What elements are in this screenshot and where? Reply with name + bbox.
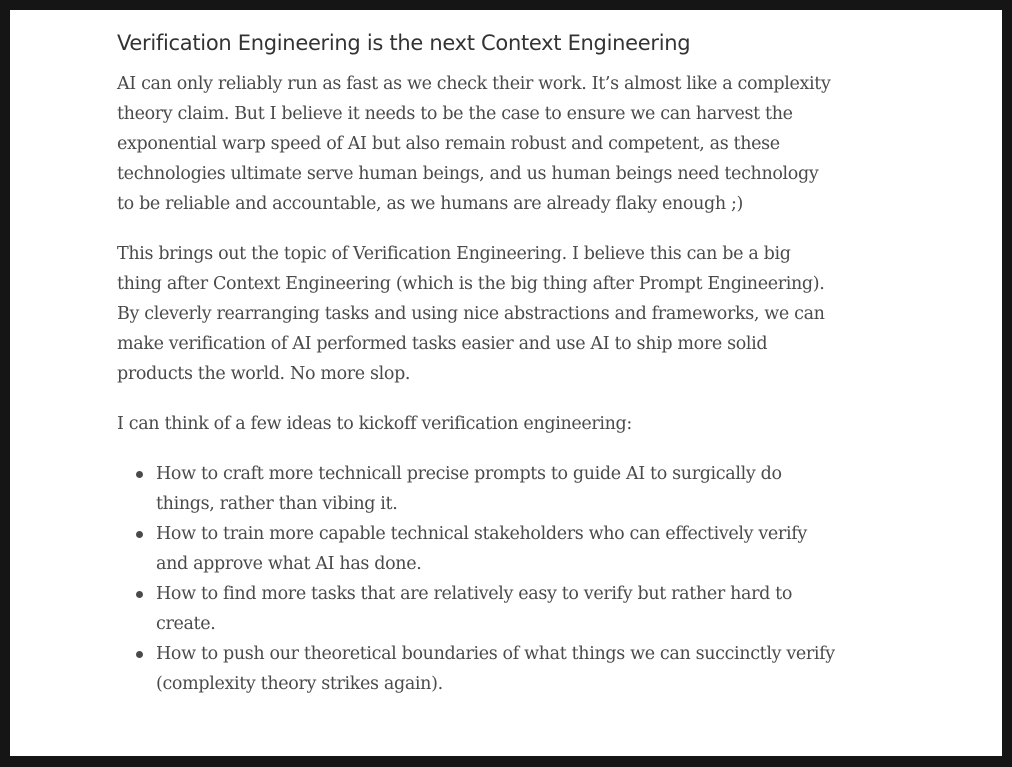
bullet-icon xyxy=(136,471,143,478)
bullet-icon xyxy=(136,591,143,598)
bullet-icon xyxy=(136,531,143,538)
paragraph-ideas-lead: I can think of a few ideas to kickoff verification engineering: xyxy=(117,414,632,434)
list-item-text: How to craft more technicall precise prompts to guide AI to surgically do things, rather than vibing it. xyxy=(156,464,782,514)
paragraph-verification-engineering: This brings out the topic of Verification Engineering. I believe this can be a big thing after Context Engineering (which is the big thing after Prompt Engineering). By cleverly rearranging tasks and using nice abstractions and frameworks, we can make verification of AI performed tasks easier and use AI to ship more solid products the world. No more slop. xyxy=(117,244,825,384)
list-item-text: How to push our theoretical boundaries of what things we can succinctly verify (complexity theory strikes again). xyxy=(156,644,835,694)
ideas-list xyxy=(117,459,837,699)
list-item xyxy=(117,579,837,639)
list-item xyxy=(117,459,837,519)
paragraph-intro: AI can only reliably run as fast as we check their work. It’s almost like a complexity theory claim. But I believe it needs to be the case to ensure we can harvest the exponential warp speed of AI but also remain robust and competent, as these technologies ultimate serve human beings, and us human beings need technology to be reliable and accountable, as we humans are already flaky enough ;) xyxy=(117,74,831,214)
section-heading: Verification Engineering is the next Context Engineering xyxy=(117,31,691,55)
list-item-text: How to train more capable technical stakeholders who can effectively verify and approve what AI has done. xyxy=(156,524,807,574)
bullet-icon xyxy=(136,651,143,658)
list-item xyxy=(117,519,837,579)
content-frame xyxy=(10,10,1002,756)
list-item-text: How to find more tasks that are relatively easy to verify but rather hard to create. xyxy=(156,584,793,634)
blog-article xyxy=(117,28,837,699)
list-item xyxy=(117,639,837,699)
